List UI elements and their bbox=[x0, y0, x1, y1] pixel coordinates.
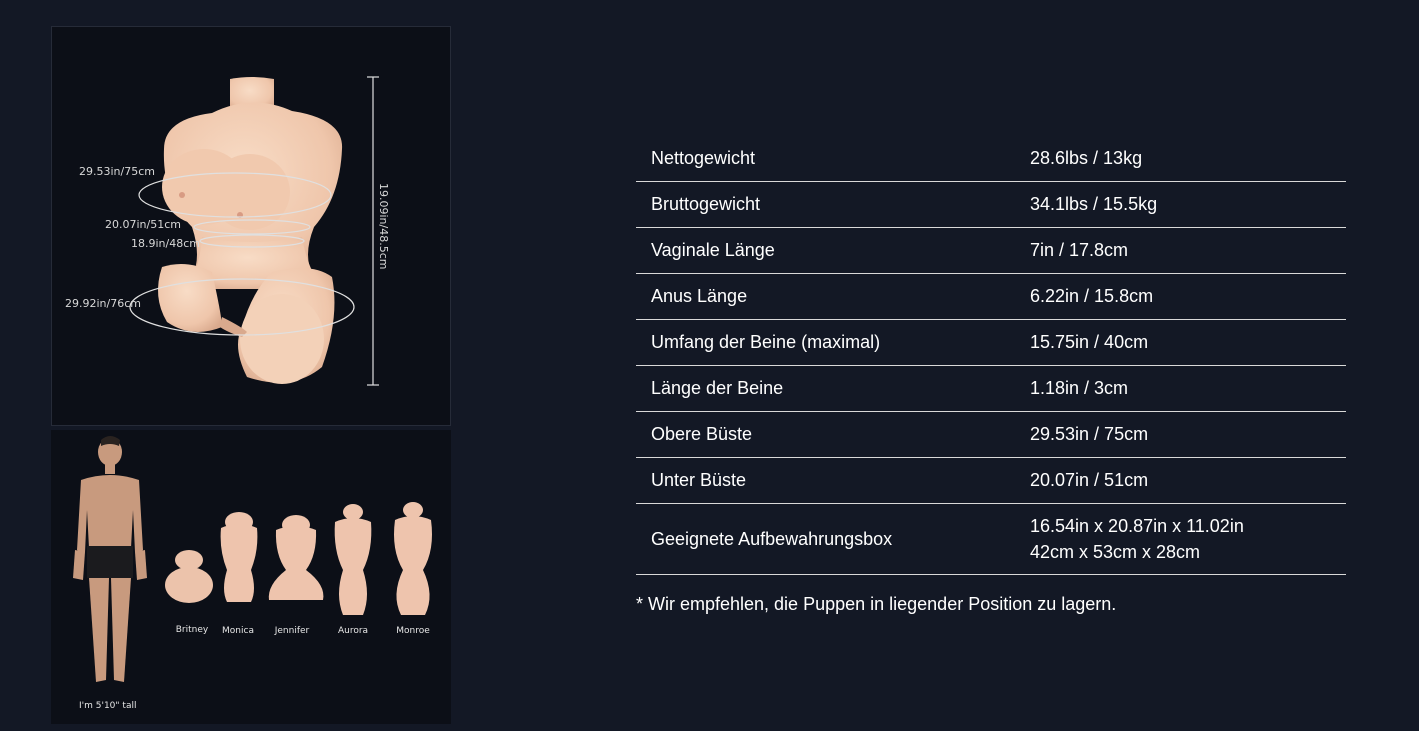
waist-measurement: 18.9in/48cm bbox=[131, 237, 200, 250]
spec-value bbox=[1015, 503, 1346, 574]
spec-value: 34.1lbs / 15.5kg bbox=[1030, 194, 1158, 214]
spec-label: Unter Büste bbox=[651, 470, 747, 490]
size-comparison-illustration bbox=[51, 430, 451, 724]
spec-label: Anus Länge bbox=[651, 286, 748, 306]
spec-label: Obere Büste bbox=[651, 424, 753, 444]
spec-row bbox=[636, 365, 1346, 411]
spec-label: Länge der Beine bbox=[651, 378, 784, 398]
spec-label: Bruttogewicht bbox=[651, 194, 761, 214]
spec-value: 6.22in / 15.8cm bbox=[1030, 286, 1154, 306]
height-measurement: 19.09in/48.5cm bbox=[377, 183, 390, 270]
doll-monica bbox=[221, 512, 258, 602]
spec-label: Nettogewicht bbox=[651, 147, 756, 168]
spec-value: 15.75in / 40cm bbox=[1030, 332, 1149, 352]
spec-row bbox=[636, 457, 1346, 503]
spec-value-line: 42cm x 53cm x 28cm bbox=[1030, 541, 1201, 562]
spec-value: 29.53in / 75cm bbox=[1030, 424, 1149, 444]
spec-label: Geeignete Aufbewahrungsbox bbox=[651, 528, 893, 549]
spec-row bbox=[636, 227, 1346, 273]
spec-row bbox=[636, 411, 1346, 457]
under-bust-measurement: 20.07in/51cm bbox=[105, 218, 181, 231]
spec-table bbox=[636, 135, 1346, 575]
spec-value: 20.07in / 51cm bbox=[1030, 470, 1149, 490]
spec-value: 7in / 17.8cm bbox=[1030, 240, 1129, 260]
spec-row bbox=[636, 319, 1346, 365]
doll-name-jennifer: Jennifer bbox=[274, 626, 310, 636]
spec-label: Umfang der Beine (maximal) bbox=[651, 332, 881, 352]
spec-value: 28.6lbs / 13kg bbox=[1030, 147, 1143, 168]
spec-value: 1.18in / 3cm bbox=[1030, 378, 1129, 398]
doll-monroe bbox=[394, 502, 432, 615]
doll-name-monroe: Monroe bbox=[396, 626, 430, 636]
doll-aurora bbox=[335, 504, 372, 615]
spec-row bbox=[636, 135, 1346, 181]
product-measurement-image bbox=[51, 26, 451, 426]
upper-bust-measurement: 29.53in/75cm bbox=[79, 165, 155, 178]
spec-value-line: 16.54in x 20.87in x 11.02in bbox=[1030, 515, 1244, 536]
height-note: I'm 5'10" tall bbox=[79, 701, 137, 711]
spec-label: Vaginale Länge bbox=[651, 240, 775, 260]
hip-measurement: 29.92in/76cm bbox=[65, 297, 141, 310]
spec-row bbox=[636, 273, 1346, 319]
spec-row bbox=[636, 503, 1346, 574]
storage-footnote: * Wir empfehlen, die Puppen in liegender Position zu lagern. bbox=[636, 594, 1117, 614]
spec-row bbox=[636, 181, 1346, 227]
doll-name-aurora: Aurora bbox=[337, 626, 369, 636]
doll-name-monica: Monica bbox=[222, 626, 254, 636]
doll-britney bbox=[165, 550, 213, 603]
doll-name-britney: Britney bbox=[175, 625, 209, 635]
size-comparison-image bbox=[51, 430, 451, 724]
doll-jennifer bbox=[269, 515, 324, 600]
